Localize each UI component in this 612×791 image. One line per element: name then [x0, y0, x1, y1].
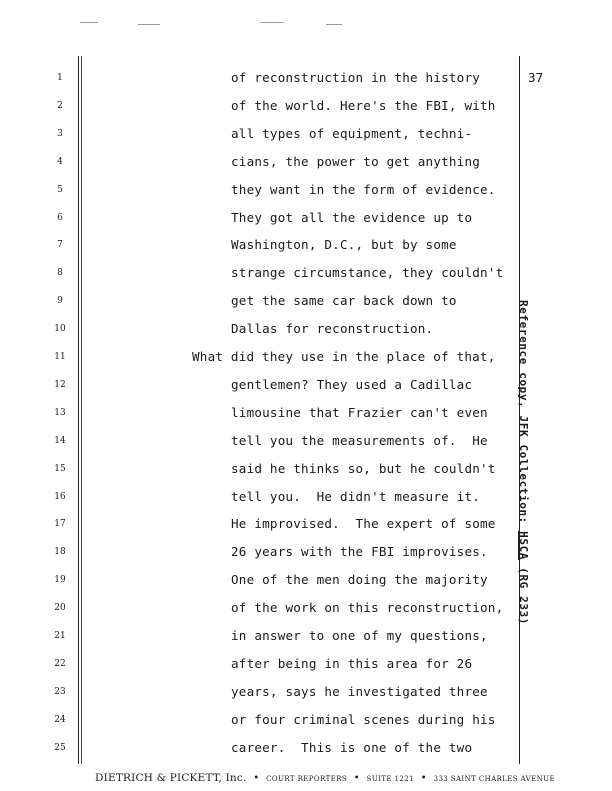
line-text: 26 years with the FBI improvises.	[231, 544, 488, 560]
footer-service: COURT REPORTERS	[266, 775, 348, 783]
page-number: 37	[528, 70, 544, 85]
line-text: or four criminal scenes during his	[231, 711, 496, 727]
line-text: strange circumstance, they couldn't	[231, 265, 504, 281]
line-number: 14	[54, 435, 66, 446]
line-text: tell you the measurements of. He	[231, 432, 488, 448]
line-text: career. This is one of the two	[231, 739, 473, 755]
line-number: 9	[57, 296, 63, 307]
line-number: 8	[57, 268, 63, 279]
line-text: tell you. He didn't measure it.	[231, 488, 481, 504]
line-text: they want in the form of evidence.	[231, 181, 496, 197]
line-text: What did they use in the place of that,	[192, 349, 496, 364]
line-text: One of the men doing the majority	[231, 572, 488, 588]
line-number: 12	[54, 379, 66, 390]
left-margin-rule-inner	[81, 56, 82, 764]
line-number: 4	[57, 156, 63, 167]
line-text: years, says he investigated three	[231, 683, 488, 699]
line-number: 22	[54, 658, 66, 669]
line-text: He improvised. The expert of some	[231, 516, 496, 532]
line-number: 21	[54, 631, 66, 641]
line-number: 2	[57, 100, 63, 111]
line-number: 15	[54, 463, 66, 474]
line-text: Washington, D.C., but by some	[231, 237, 457, 253]
line-text: They got all the evidence up to	[231, 209, 473, 225]
line-text: of the world. Here's the FBI, with	[231, 97, 496, 113]
line-number: 16	[54, 491, 66, 502]
line-text: after being in this area for 26	[231, 655, 473, 671]
footer-address: 333 SAINT CHARLES AVENUE	[433, 775, 555, 783]
line-text: said he thinks so, but he couldn't	[231, 460, 496, 476]
line-number: 19	[54, 575, 66, 586]
footer-suite: SUITE 1221	[366, 775, 414, 783]
line-number: 1	[57, 73, 63, 83]
left-margin-rule	[78, 56, 79, 764]
footer-firm: DIETRICH & PICKETT, Inc.	[95, 772, 247, 784]
line-text: all types of equipment, techni-	[231, 125, 473, 141]
scan-marks	[80, 18, 380, 28]
line-number: 18	[54, 547, 66, 558]
line-number: 3	[57, 128, 63, 139]
line-number: 24	[54, 714, 66, 725]
line-number: 10	[54, 324, 66, 335]
line-number: 20	[54, 603, 66, 614]
line-text: of the work on this reconstruction,	[231, 600, 504, 616]
line-number: 5	[57, 184, 63, 195]
line-text: limousine that Frazier can't even	[231, 404, 488, 420]
line-number: 6	[57, 212, 63, 223]
line-number: 25	[54, 742, 66, 753]
line-text: gentlemen? They used a Cadillac	[231, 376, 473, 392]
line-number: 17	[54, 519, 66, 530]
line-number: 13	[54, 407, 66, 418]
line-text: of reconstruction in the history	[231, 70, 481, 85]
footer: DIETRICH & PICKETT, Inc. • COURT REPORTERS • SUITE 1221 • 333 SAINT CHARLES AVENUE	[95, 772, 555, 784]
line-number: 11	[54, 352, 66, 362]
line-number: 7	[57, 240, 63, 251]
line-text: Dallas for reconstruction.	[231, 321, 434, 337]
reference-stamp: Reference copy, JFK Collection: HSCA (RG 233)	[517, 300, 530, 626]
line-text: in answer to one of my questions,	[231, 628, 488, 643]
line-number: 23	[54, 686, 66, 697]
line-text: cians, the power to get anything	[231, 153, 481, 169]
line-text: get the same car back down to	[231, 293, 457, 309]
